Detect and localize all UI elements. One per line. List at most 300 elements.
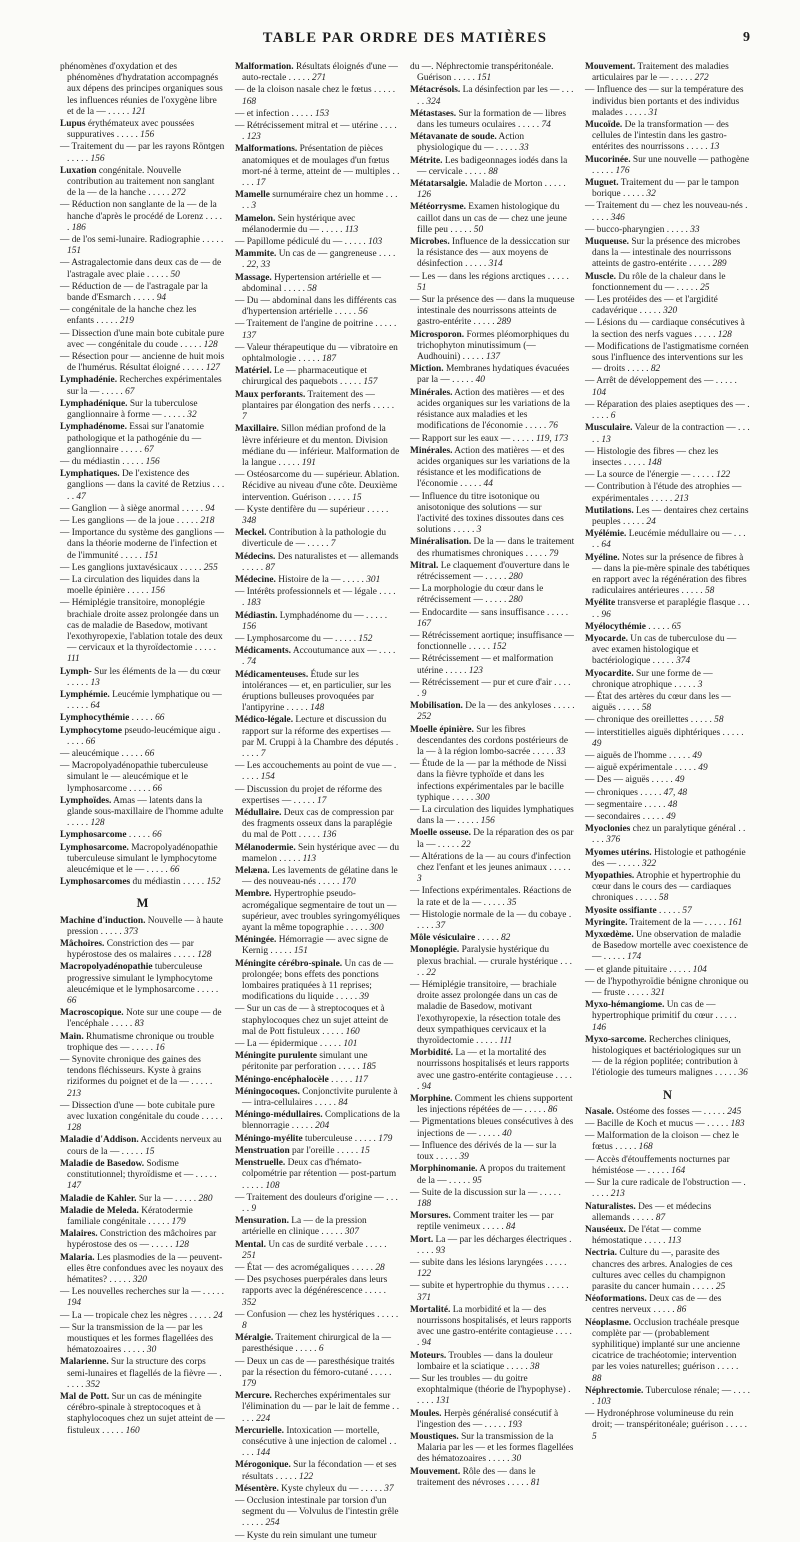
entry-text: Occlusion trachéale presque complète par — (probablement syphilitique) implanté sur une ancienne cicatrice de trachéotomie; intervention par les voies naturelles; guérison [592,1317,740,1373]
index-entry: — aiguës de l'homme . . . . . 49 [585,750,702,761]
entry-term: Méningocoques. [235,1086,300,1097]
entry-page: 33 [519,143,529,154]
entry-text: — Suite de la discussion sur la — [410,1187,538,1198]
entry-page: 17 [317,795,327,806]
entry-text: — de la cloison nasale chez le fœtus [235,85,372,96]
index-entry: Menstruelle. Deux cas d'hémato-colpométrie par rétention — post-partum . . . . . 108 [235,1158,397,1191]
entry-page: 314 [488,259,503,270]
index-entry: Myosite ossifiante . . . . . 57 [585,905,692,916]
entry-page: 324 [426,96,441,107]
index-entry: Méningée. Hémorragie — avec signe de Kernig . . . . . 151 [235,935,389,957]
entry-page: 94 [421,1081,432,1092]
index-entry: Myocarde. Un cas de tuberculose du — avec examen histologique et bactériologique . . . . . 374 [585,633,737,667]
index-entry: Mammite. Un cas de — gangreneuse . . . . . 22, 33 [235,249,396,271]
entry-page: 82 [500,933,511,944]
entry-text: — Modifications de l'astigmatisme cornéen sous l'influence des interventions sur les — droits [585,341,749,375]
index-entry: — Astragalectomie dans deux cas de — de l'astragale avec plaie . . . . . 50 [60,258,222,280]
entry-page: 111 [67,654,80,665]
entry-text: — Les accouchements au point de vue — [235,761,392,772]
entry-page: 213 [67,1088,82,1099]
index-entry: — Les protéides des — et l'argidité cadavérique . . . . . 320 [585,295,718,317]
index-entry: Météorrysme. Examen histologique du caillot dans un cas de — chez une jeune fille peu . . . . . 50 [410,202,567,235]
entry-page: 31 [648,107,658,118]
entry-page: 121 [131,106,146,117]
index-entry: — Kyste dentifère du — supérieur . . . . . 348 [235,504,389,526]
entry-text: — aiguë expérimentale [585,763,673,774]
entry-term: Médecins. [235,551,276,562]
entry-page: 186 [71,222,86,233]
entry-page: 79 [549,548,559,559]
entry-text: Étude sur les intolérances — et, en particulier, sur les éruptions bulleuses provoquées par l'antipyrine [242,669,392,714]
index-entry: Métrite. Les badigeonnages iodés dans la — cervicale . . . . . 88 [410,155,568,177]
entry-term: Mérogonique. [235,1460,291,1471]
index-entry: — Influence des — sur la température des individus bien portants et des individus malades . . . . . 31 [585,85,744,118]
index-entry: — Histologie normale de la — du cobaye . . . . . 37 [410,909,572,932]
entry-text: Sur la transmission de la Malaria par les — et les formes flagellées des hématozoaires [417,1431,574,1465]
entry-text: Maladie de Morton [469,179,543,190]
index-entry: Méningite purulente simulant une péritonite par perforation . . . . . 185 [235,1051,377,1073]
entry-text: — aiguës de l'homme [585,750,667,761]
entry-page: 51 [417,282,427,293]
entry-page: 156 [90,153,105,164]
entry-page: 8 [242,1320,247,1331]
index-entry: — Suite de la discussion sur la — . . . . . 188 [410,1187,561,1209]
entry-text: — Astragalectomie dans deux cas de — de l'astragale avec plaie [60,258,222,280]
entry-term: Myopathies. [585,871,635,882]
entry-page: 128 [90,818,105,829]
entry-term: Matériel. [235,366,272,377]
entry-page: 87 [265,562,275,573]
index-column-1 [60,62,225,1436]
index-entry: Méningo-encéphalocèle . . . . . 117 [235,1074,368,1085]
entry-page: 218 [200,515,215,526]
index-entry: Lymphémie. Leucémie lymphatique ou — . . . . . 64 [60,689,222,712]
entry-text: — Malformation de la cloison — chez le fœtus [585,1131,739,1153]
index-entry: — Du — abdominal dans les différents cas d'hypertension artérielle . . . . . 56 [235,296,397,318]
index-entry: Malaria. Les plasmodies de la — peuvent-elles être confondues avec les noyaux des hématites? . . . . . 320 [60,1252,224,1285]
entry-text: Recherches expérimentales sur la — [67,375,222,397]
entry-term: Lymphatiques. [60,469,120,480]
entry-text: — Résection pour — ancienne de huit mois de l'humérus. Résultat éloigné [60,352,225,374]
index-entry: Méningite cérébro-spinale. Un cas de — prolongée; bons effets des ponctions lombaires pratiquées à 11 reprises; modifications du liquide . . . . . 39 [235,958,394,1003]
entry-text: Sein hystérique avec — du mamelon [242,842,400,864]
entry-text: — État des artères du cœur dans les — aiguës [585,691,731,714]
entry-term: Myéline. [585,552,620,563]
index-entry: Médiastin. Lymphadénome du — . . . . . 156 [235,610,388,632]
entry-page: 224 [256,1413,271,1424]
index-entry: — Infections expérimentales. Réactions de la rate et de la — . . . . . 35 [410,886,572,908]
entry-page: 58 [641,703,652,714]
entry-text: Sur un cas de méningite cérébro-spinale à streptocoques et à staphylocoques chez un sujet atteint de — fistuleux [67,1391,225,1436]
entry-term: Néoplasme. [585,1317,632,1328]
entry-page: 213 [674,493,689,504]
entry-page: 373 [124,926,139,937]
index-entry: Minérales. Action des matières — et des acides organiques sur les variations de la résistance aux maladies et les modifications de l'économie . . . . . 76 [410,387,570,432]
entry-page: 37 [435,921,446,932]
entry-text: Formes pléomorphiques du trichophyton minutissimum (— Audhouini) [417,329,570,363]
index-entry: — Ganglion — à siège anormal . . . . . 94 [60,503,215,514]
index-entry: — aiguë expérimentale . . . . . 49 [585,763,708,774]
entry-text: — Rétrécissement — et malformation utérine [410,654,554,676]
entry-term: Menstruelle. [235,1158,286,1169]
entry-text: Traitement de la — [629,917,703,928]
entry-page: 119, 173 [536,433,569,444]
entry-text: Deux cas de compression par des fragments osseux dans la paraplégie du mal de Pott [242,808,394,841]
entry-term: Lymphadénie. [60,375,118,386]
index-entry: — Traitement du — par les rayons Röntgen . . . . . 156 [60,142,225,164]
index-entry: Médecine. Histoire de la — . . . . . 301 [235,574,381,585]
entry-page: 66 [85,736,96,747]
index-entry: Métastases. Sur la formation de — libres dans les tumeurs oculaires . . . . . 74 [410,108,566,131]
entry-term: Morsures. [410,1211,451,1222]
entry-text: — Lymphosarcome du — [235,633,333,644]
index-entry: Nauséeux. De l'état — comme hémostatique . . . . . 113 [585,1224,701,1247]
entry-page: 167 [417,618,432,629]
index-entry: — et glande pituitaire . . . . . 104 [585,964,707,975]
index-entry: — chronique des oreillettes . . . . . 58 [585,715,724,726]
entry-term: Maladie de Meleda. [60,1205,139,1216]
entry-page: 93 [435,1245,446,1256]
entry-term: Menstruation [235,1145,290,1156]
entry-page: 94 [156,293,167,304]
running-title: TABLE PAR ORDRE DES MATIÈRES [262,30,548,46]
entry-text: Comment traiter les — par reptile venimeux [417,1211,554,1233]
entry-term: Lymphosarcome. [60,842,129,853]
index-entry: Malaires. Constriction des mâchoires par hypérostose des os — . . . . . 128 [60,1229,217,1251]
index-entry: — Valeur thérapeutique du — vibratoire en ophtalmologie . . . . . 187 [235,342,398,365]
index-entry: Mensuration. La — de la pression artérielle en clinique . . . . . 307 [235,1216,367,1238]
index-entry: — chroniques . . . . . 47, 48 [585,787,688,798]
index-entry: — Sur la cure radicale de l'obstruction — . . . . . 213 [585,1178,746,1200]
entry-text: — Des psychoses puerpérales dans leurs rapports avec la dégénérescence [235,1275,388,1297]
entry-term: Lymphosarcome [60,830,127,841]
entry-page: 30 [511,1454,522,1465]
index-entry: Mélanodermie. Sein hystérique avec — du mamelon . . . . . 113 [235,842,400,864]
entry-text: — Occlusion intestinale par torsion d'un segment du — Volvulus de l'intestin grêle [235,1495,399,1518]
entry-term: Mercurielle. [235,1425,285,1436]
entry-term: Mort. [410,1234,434,1245]
entry-text: — Traitement des douleurs d'origine — [235,1192,384,1203]
entry-page: 113 [667,1236,682,1247]
entry-term: Melæna. [235,866,270,877]
entry-text: — Altérations de la — au cours d'infection chez l'enfant et les jeunes animaux [410,851,571,874]
entry-text: Membranes hydatiques évacuées par la — [417,364,570,386]
entry-text: — Confusion — chez les hystériques [235,1309,375,1320]
entry-term: Mucorinée. [585,154,631,165]
entry-text: Hypertension artérielle et — abdominal [242,272,382,294]
entry-page: 376 [606,835,621,846]
entry-page: 6 [318,1344,324,1355]
index-entry: Néoplasme. Occlusion trachéale presque complète par — (probablement syphilitique) implanté sur une ancienne cicatrice de trachéotomie; intervention par les voies naturelles; guérison . . . . . 88 [585,1317,740,1384]
section-heading: M [136,896,149,911]
index-entry: Myéline. Notes sur la présence de fibres à — dans la pie-mère spinale des tabétiques en rapport avec la régénération des fibres radiculaires antérieures . . . . . 58 [585,552,750,597]
entry-text: — chroniques [585,787,638,798]
entry-text: congénitale. Nouvelle contribution au traitement non sanglant de la — de la hanche [67,165,215,199]
entry-term: Minéralisation. [410,537,472,548]
index-entry: Machine d'induction. Nouvelle — à haute pression . . . . . 373 [60,915,224,937]
index-entry: Morphine. Comment les chiens supportent les injections répétées de — . . . . . 86 [410,1094,573,1116]
entry-page: 152 [358,633,373,644]
index-entry: — Histologie des fibres — chez les insectes . . . . . 148 [585,446,719,468]
entry-term: Méningite cérébro-spinale. [235,958,343,969]
entry-page: 108 [265,1180,280,1191]
index-entry: Naturalistes. Des — et médecins allemands . . . . . 87 [585,1201,712,1223]
entry-term: Néoformations. [585,1294,647,1305]
index-entry: Mésentère. Kyste chyleux du — . . . . . 37 [235,1483,394,1494]
entry-page: 13 [709,142,720,153]
index-entry: Malformation. Résultats éloignés d'une — auto-rectale . . . . . 271 [235,62,398,84]
entry-term: Lymphémie. [60,689,110,700]
entry-page: 272 [694,73,709,84]
index-entry: — Contribution à l'étude des atrophies — expérimentales . . . . . 213 [585,482,742,504]
entry-page: 148 [647,457,662,468]
index-entry: Minéralisation. De la — dans le traitement des rhumatismes chroniques . . . . . 79 [410,537,575,559]
entry-page: 47 [76,491,86,502]
entry-text: Sur les éléments de la — du cœur [94,666,221,677]
entry-page: 128 [203,339,218,350]
entry-page: 371 [417,1292,432,1303]
entry-text: — chronique des oreillettes [585,715,689,726]
entry-text: Un cas de tuberculose du — avec examen histologique et bactériologique [592,633,737,667]
entry-text: du —. Néphrectomie transpéritonéale. Guérison [410,62,554,84]
index-entry: Myélite transverse et paraplégie flasque . . . . . 96 [585,598,750,620]
index-entry: — La circulation des liquides lymphatiques dans la — . . . . . 156 [410,805,574,827]
entry-page: 81 [530,1477,541,1488]
entry-page: 33 [690,224,700,235]
entry-term: Méningo-encéphalocèle [235,1074,329,1085]
index-entry: — Influence des dérivés de la — sur la toux . . . . . 39 [410,1140,557,1163]
entry-text: — subite et hypertrophie du thymus [410,1281,546,1292]
index-entry: — Importance du système des ganglions — dans la théorie moderne de l'infection et de l'immunité . . . . . 151 [60,528,225,561]
index-entry: — Altérations de la — au cours d'infection chez l'enfant et les jeunes animaux . . . . . 3 [410,851,571,885]
entry-page: 128 [717,329,732,340]
entry-page: 127 [205,363,220,374]
entry-term: Méningo-médullaires. [235,1110,323,1121]
index-entry: — Les ganglions juxtavésicaux . . . . . 255 [60,562,218,573]
entry-text: du médiastin [132,877,181,888]
index-entry: Maladie de Basedow. Sodisme constitutionnel; thyroïdisme et — . . . . . 147 [60,1158,217,1192]
entry-text: Accoutumance aux — [292,646,377,657]
entry-text: Les badigeonnages iodés dans la — cervicale [417,155,568,177]
entry-text: — Dissection d'une main bote cubitale pure avec — congénitale du coude [60,328,225,350]
entry-term: Myxo-sarcome. [585,1034,647,1045]
entry-text: Influence de la dessiccation sur la résistance des — aux moyens de désinfection [417,237,570,270]
entry-text: chez un paralytique général [632,824,736,835]
entry-term: Méralgie. [235,1333,274,1344]
entry-page: 9 [421,688,427,699]
entry-text: Sein hystérique avec mélanodermie du — [242,213,356,235]
index-entry: Moteurs. Troubles — dans la douleur lombaire et la sciatique . . . . . 38 [410,1350,553,1372]
entry-page: 280 [508,595,523,606]
entry-page: 9 [251,1203,257,1214]
entry-text: Résultats éloignés d'une — auto-rectale [242,62,398,84]
index-entry: — La source de l'énergie — . . . . . 122 [585,470,731,481]
entry-page: 164 [671,1165,686,1176]
entry-page: 103 [368,237,383,248]
entry-text: — aleucémique [60,748,120,759]
entry-page: 170 [341,877,356,888]
entry-page: 6 [610,411,616,422]
entry-term: Lymphocytome [60,725,122,736]
entry-term: Nauséeux. [585,1224,626,1235]
entry-page: 50 [473,224,484,235]
index-entry: — subite dans les lésions laryngées . . . . . 122 [410,1257,567,1280]
entry-term: Mâchoires. [60,939,105,950]
entry-text: Histoire de la — [278,574,341,585]
index-entry: — Lymphosarcome du — . . . . . 152 [235,633,373,644]
entry-text: — bucco-pharyngien [585,224,665,235]
index-entry: Muguet. Traitement du — par le tampon borique . . . . . 32 [585,178,739,200]
entry-text: De la réparation des os par la — [417,828,574,850]
entry-text: Contribution à la pathologie du diverticule de — [242,528,387,550]
entry-term: Muqueuse. [585,237,630,248]
entry-text: — État — des acromégaliques [235,1262,350,1273]
entry-term: Mortalité. [410,1304,451,1315]
entry-text: érythémateux avec poussées suppuratives [67,119,195,141]
entry-page: 15 [145,1146,155,1157]
entry-text: Kyste chyleux du — [281,1483,359,1494]
entry-text: Culture du —, parasite des chancres des arbres. Analogies de ces cultures avec celles du champignon parasite du cancer humain [592,1248,733,1292]
entry-page: 56 [358,307,368,318]
entry-text: Intoxication — mortelle, consécutive à une injection de calomel [242,1425,387,1447]
entry-text: Paralysie hystérique du plexus brachial. — crurale hystérique [417,945,558,967]
entry-text: Des — et médecins allemands [592,1201,712,1223]
entry-page: 156 [480,816,495,827]
entry-term: Myoclonies [585,824,631,835]
entry-text: La — et la mortalité des nourrissons hospitalisés et leurs rapports avec une gastro-entérite contagieuse [417,1048,570,1081]
entry-text: — Synovite chronique des gaines des tendons fléchisseurs. Kyste à grains riziformes du poignet et de la — [60,1055,202,1088]
entry-term: Méningite purulente [235,1051,318,1062]
entry-page: 86 [676,1305,687,1316]
entry-text: — Rétrécissement mitral et — utérine [235,121,378,132]
entry-text: Sillon médian profond de la lèvre inférieure et du menton. Division médiane du — inférieur. Malformation de la langue [242,424,400,468]
entry-term: Membre. [235,889,272,900]
entry-term: Méningo-myélite [235,1133,303,1144]
entry-text: Un cas de — hypertrophique primitif du cœur [592,1000,716,1022]
entry-term: Minérales. [410,387,453,398]
entry-page: 136 [322,830,337,841]
entry-page: 123 [246,132,261,143]
index-entry: phénomènes d'oxydation et des phénomènes d'hydratation accompagnés aux dépens des principes organiques sous les influences réunies de l'oxygène libre et de la — . . . . . 121 [60,62,223,117]
entry-text: Sur la fécondation — et ses résultats [242,1460,397,1482]
entry-page: 176 [615,165,630,176]
entry-page: 254 [265,1518,280,1529]
entry-page: 300 [369,923,384,934]
index-entry: — Deux un cas de — paresthésique traités par la résection du fémoro-cutané . . . . . 179 [235,1356,395,1389]
index-entry: Mortalité. La morbidité et la — des nourrissons hospitalisés, et leurs rapports avec une gastro-entérite contagieuse . . . . . 94 [410,1304,572,1349]
entry-page: 7 [260,748,266,759]
entry-term: Lymphadénome. [60,422,127,433]
entry-term: Moelle osseuse. [410,828,471,839]
entry-term: Malformations. [235,144,298,155]
entry-term: Métrite. [410,155,443,166]
entry-page: 161 [728,917,743,928]
entry-page: 25 [715,1281,726,1292]
entry-term: Mensuration. [235,1216,289,1227]
entry-term: Néphrectomie. [585,1385,644,1396]
entry-page: 84 [338,1098,348,1109]
entry-text: Un cas de — prolongée; bons effets des ponctions lombaires pratiquées à 11 reprises; modifications du liquide [242,958,394,1003]
entry-page: 103 [596,1396,611,1407]
index-entry: Nectria. Culture du —, parasite des chancres des arbres. Analogies de ces cultures avec celles du champignon parasite du cancer humain . . . . . 25 [585,1248,733,1292]
entry-text: Nouvelle — à haute pression [67,915,224,937]
entry-term: Luxation [60,165,97,176]
index-entry: — Arrêt de développement des — . . . . . 104 [585,376,737,398]
entry-page: 32 [646,189,656,200]
index-entry: Médecins. Des naturalistes et — allemands . . . . . 87 [235,551,399,573]
index-entry: — de l'hypothyroïdie bénigne chronique ou — fruste . . . . . 321 [585,976,749,999]
index-entry: — Sur les troubles — du goitre exophtalmique (théorie de l'hypophyse) . . . . . 131 [410,1373,571,1407]
entry-text: Conjonctivite purulente à — intra-cellulaires [242,1086,398,1109]
entry-text: Sur la formation de — libres dans les tumeurs oculaires [417,108,566,131]
index-entry: Macropolyadénopathie tuberculeuse progressive simulant le lymphocytome aleucémique et le lymphosarcome . . . . . 66 [60,962,219,1007]
index-entry: Myopathies. Atrophie et hypertrophie du cœur dans le cours des — cardiaques chroniques . . . . . 58 [585,871,741,904]
index-entry: Myxo-hémangiome. Un cas de — hypertrophique primitif du cœur . . . . . 146 [585,1000,737,1033]
index-entry: Nasale. Ostéome des fosses — . . . . . 245 [585,1106,742,1117]
index-entry: — Lésions du — cardiaque consécutives à la section des nerfs vagues . . . . . 128 [585,318,745,340]
entry-text: Atrophie et hypertrophie du cœur dans le cours des — cardiaques chroniques [592,871,741,904]
entry-text: Sur une nouvelle — pathogène [632,154,750,165]
entry-text: La — de la pression artérielle en clinique [242,1216,367,1238]
index-entry: Métacrésols. La désinfection par les — . . . . . 324 [410,85,574,107]
entry-page: 137 [242,330,257,341]
entry-term: Médecine. [235,574,276,585]
entry-page: 39 [459,1152,469,1163]
entry-term: Myomes utérins. [585,847,652,858]
entry-page: 123 [468,665,483,676]
entry-term: Médicamenteuses. [235,669,309,680]
index-entry: — Modifications de l'astigmatisme cornéen sous l'influence des interventions sur les — droits . . . . . 82 [585,341,749,375]
entry-page: 36 [738,1068,748,1079]
index-entry: — Sur la présence des — dans la muqueuse intestinale des nourrissons atteints de gastro-entérite . . . . . 289 [410,295,575,328]
entry-text: — La — épidermique [235,1039,318,1050]
entry-page: 280 [198,1193,213,1204]
index-entry: — de la cloison nasale chez le fœtus . . . . . 168 [235,85,396,107]
entry-text: surnuméraire chez un homme [272,190,384,201]
entry-term: Miction. [410,364,444,375]
entry-text: — La source de l'énergie — [585,470,691,481]
page-header [60,30,750,52]
entry-page: 352 [85,1379,100,1390]
index-entry: — Réduction non sanglante de la — de la hanche d'après le procédé de Lorenz . . . . . 186 [60,200,222,233]
index-entry [235,1531,400,1542]
entry-text: Histologie et pathogénie des — [592,847,746,869]
entry-page: 113 [302,853,317,864]
entry-text: Une observation de maladie de Basedow mortelle avec coexistence de — [592,930,748,963]
index-entry: Môle vésiculaire . . . . . 82 [410,933,511,944]
entry-text: A propos du traitement de la — [417,1164,566,1186]
entry-text: — Des — aiguës [585,775,650,786]
entry-text: — La — tropicale chez les nègres [60,1310,188,1321]
entry-text: Leucémie lymphatique ou — [112,689,222,700]
index-entry: Mercure. Recherches expérimentales sur l'élimination du — par le lait de femme . . . . . 224 [235,1391,400,1424]
entry-term: Lymph- [60,666,92,677]
entry-page: 219 [119,316,134,327]
entry-text: par l'oreille [292,1145,335,1156]
entry-text: — Sur la transmission de la — par les moustiques et les formes flagellées des hématozoaires [60,1322,214,1356]
index-entry: Moustiques. Sur la transmission de la Malaria par les — et les formes flagellées des hématozoaires . . . . . 30 [410,1431,574,1465]
entry-page: 374 [676,656,691,667]
index-entry: — Occlusion intestinale par torsion d'un segment du — Volvulus de l'intestin grêle . . . . . 254 [235,1495,399,1529]
index-entry: Myoclonies chez un paralytique général . . . . . 376 [585,824,746,846]
entry-page: 255 [203,562,218,573]
index-entry: — Réparation des plaies aseptiques des — . . . . . 6 [585,399,750,422]
entry-term: Métatarsalgie. [410,179,468,190]
index-entry: Morphinomanie. A propos du traitement de la — . . . . . 95 [410,1164,566,1186]
entry-text: — congénitale de la hanche chez les enfants [60,305,197,327]
entry-text: — Traitement du — chez les nouveau-nés [585,201,743,212]
entry-text: Hypertrophie pseudo-acromégalique segmentaire de tout un — supérieur, avec troubles syringomyéliques ayant la même topographie [242,889,400,934]
